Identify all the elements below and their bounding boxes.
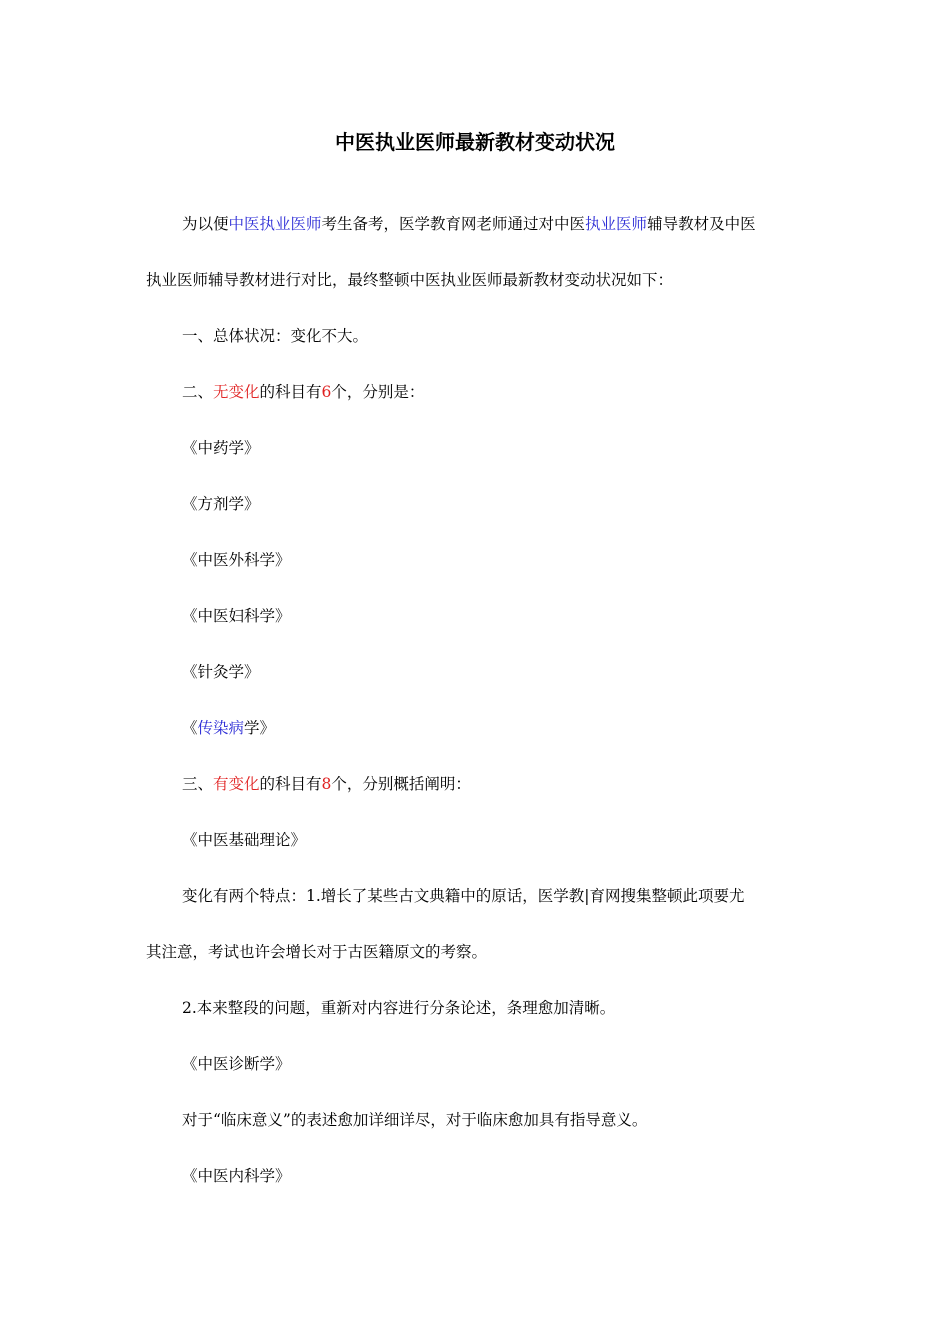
section-3-count: 8 [321,775,332,793]
section-2-mid: 的科目有 [259,383,322,401]
section-3-mid: 的科目有 [259,775,322,793]
link-zhiye-yishi[interactable]: 执业医师 [585,215,648,233]
link-chuanranbing[interactable]: 传染病 [197,719,245,737]
book-close-bracket: 学》 [244,719,276,737]
intro-text-3: 辅导教材及中医 [647,215,756,233]
section-3-highlight: 有变化 [213,775,260,793]
unchanged-book: 《针灸学》 [182,663,260,681]
unchanged-book-last [182,718,275,738]
unchanged-book: 《中药学》 [182,439,260,457]
section-1-heading: 一、总体状况：变化不大。 [182,327,369,345]
section-2-heading [182,382,424,402]
book-open-bracket: 《 [182,719,198,737]
unchanged-book: 《方剂学》 [182,495,260,513]
section-2-prefix: 二、 [182,383,214,401]
book-description-line: 2.本来整段的问题，重新对内容进行分条论述，条理愈加清晰。 [182,999,616,1017]
unchanged-book: 《中医妇科学》 [182,607,291,625]
section-2-count: 6 [321,383,332,401]
section-3-prefix: 三、 [182,775,214,793]
intro-line-1 [182,214,756,234]
unchanged-book: 《中医外科学》 [182,551,291,569]
intro-text-2: 考生备考，医学教育网老师通过对中医 [321,215,586,233]
section-2-highlight: 无变化 [213,383,260,401]
section-3-heading [182,774,471,794]
changed-book-title: 《中医内科学》 [182,1167,291,1185]
book-description-line: 其注意，考试也许会增长对于古医籍原文的考察。 [146,943,488,961]
link-zhongyi-zhiye-yishi[interactable]: 中医执业医师 [228,215,322,233]
book-description-line: 变化有两个特点：1.增长了某些古文典籍中的原话，医学教|育网搜集整顿此项要尤 [182,887,745,905]
section-2-suffix: 个，分别是： [331,383,425,401]
page-title: 中医执业医师最新教材变动状况 [335,130,615,154]
changed-book-title: 《中医诊断学》 [182,1055,291,1073]
changed-book-title: 《中医基础理论》 [182,831,307,849]
intro-line-2: 执业医师辅导教材进行对比，最终整顿中医执业医师最新教材变动状况如下： [146,271,674,289]
section-3-suffix: 个，分别概括阐明： [331,775,471,793]
book-description-line: 对于“临床意义”的表述愈加详细详尽，对于临床愈加具有指导意义。 [182,1111,648,1129]
intro-text-1: 为以便 [182,215,229,233]
